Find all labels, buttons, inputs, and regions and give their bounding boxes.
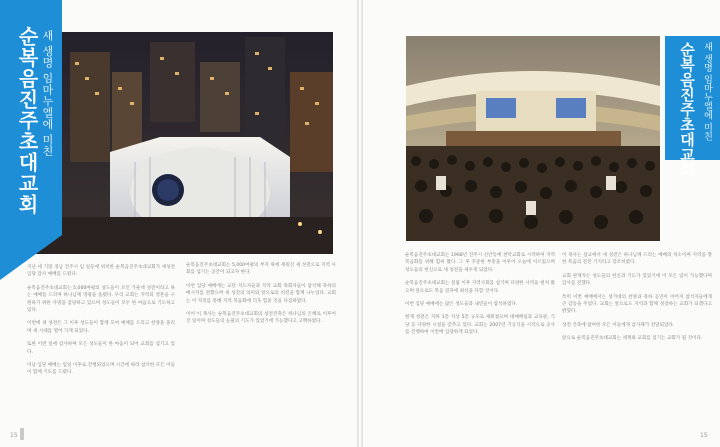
page-number-left: 15 [10, 432, 18, 439]
right-page [363, 0, 720, 447]
left-title-tab [0, 0, 62, 280]
left-page [0, 0, 357, 447]
right-title: 순복음진주초대교회 [678, 42, 696, 177]
paragraph: 또한 이번 일에 감사하며 모든 성도들이 한 마음이 되어 교회를 섬기고 있다. [27, 342, 175, 355]
paragraph: 이번에 새 성전은 그 이후 성도들이 함께 모여 예배를 드리고 찬양을 올리며 새 시대를 열어 가게 되었다. [27, 321, 175, 334]
left-subtitle: 새 생명 임마누엘에 미친 [41, 30, 54, 157]
left-title: 순복음진주초대교회 [15, 26, 39, 215]
paragraph: 현재 성전은 지하 1층 지상 5층 규모로 세워졌으며 대예배실과 교육관, 식당 등 다양한 시설을 갖추고 있다. 교회는 2007년 기공식을 시작으로 공사를 진행하여 이번에 입당하게 되었다. [405, 315, 555, 336]
right-title-tab [665, 36, 720, 177]
left-column-1 [27, 264, 175, 383]
paragraph: 지난 세 기밀 경남 진주시 임 일동에 위치한 순복음진주초대교회가 새성전 입당 감사 예배를 드렸다. [27, 265, 175, 278]
page-number-right: 15 [700, 432, 708, 439]
footer-rule [20, 428, 24, 440]
paragraph: 이 목사는 설교에서 새 성전은 하나님께 드리는 예배의 처소이며 지역을 향한 복음의 전진 기지라고 강조하였다. [562, 253, 712, 266]
right-column-1 [405, 252, 555, 343]
paragraph: 순복음진주초대교회는 설립 이후 지역사회를 섬기며 다양한 사역을 펼쳐 왔으며 앞으로도 복음 전파에 최선을 다할 것이다. [405, 281, 555, 294]
paragraph: 이번 입당 예배에는 많은 성도들과 내빈들이 참석하였다. [405, 302, 518, 308]
sanctuary-illustration [406, 36, 660, 241]
paragraph: 성전 건축에 참여한 모든 이들에게 감사패가 전달되었다. [562, 322, 675, 328]
paragraph: 순복음진주초대교회는 5,000여평의 부지 위에 세워진 새 성전으로 지역 사회를 섬기는 공간이 되고자 한다. [186, 263, 336, 276]
paragraph: 이어 이 목사는 순복음진주초대교회의 성전건축은 하나님의 은혜로 이루어진 일이며 성도들의 눈물의 기도가 있었기에 가능했다고 고백하였다. [186, 312, 336, 325]
left-column-2 [186, 262, 336, 332]
paragraph: 순복음진주초대교회는 1968년 진주시 신안동에 천막교회로 시작하여 지역 복음화를 위해 힘써 왔다. 그 후 꾸준한 부흥을 이루어 오늘에 이르렀으며 성도들의 헌신으로 새 성전을 세우게 되었다. [405, 253, 555, 273]
paragraph: 이번 입당 예배에는 교단 지도자들과 지역 교회 목회자들이 참석해 축하의 메시지를 전했으며 새 성전의 의미와 앞으로의 비전을 함께 나누었다. 교회는 이 자리를 통해 지역 복음화에 더욱 힘쓸 것을 다짐하였다. [186, 283, 336, 304]
paragraph: 이날 입당 예배는 임일 이후로 진행되었으며 시간에 따라 참석한 모든 이들이 함께 기도를 드렸다. [27, 363, 175, 376]
paragraph: 교회 관계자는 성도들의 헌신과 기도가 있었기에 이 모든 일이 가능했다며 감사를 전했다. [562, 273, 712, 287]
right-column-2 [562, 252, 712, 349]
paragraph: 순복음진주초대교회는 5,000여평의 성도들이 모인 가운데 성전이라고 하는 예배를 드리며 하나님께 영광을 돌렸다. 우리 교회는 지역의 영혼을 구원하기 위한 사명을 감당하고 있으며 성도들이 모두 한 마음으로 기도하고 있다. [27, 285, 175, 314]
paragraph: 앞으로 순복음진주초대교회는 세계와 교회를 섬기는 교회가 될 것이다. [562, 336, 703, 342]
right-subtitle: 새 생명 임마누엘에 미친 [702, 42, 712, 141]
paragraph: 특히 이번 예배에서는 성가대의 찬양과 축하 공연이 이어져 참석자들에게 큰 감동을 주었다. 교회는 앞으로도 지역과 함께 성장하는 교회가 되겠다고 밝혔다. [562, 294, 712, 315]
worship-service-photo [406, 36, 660, 241]
